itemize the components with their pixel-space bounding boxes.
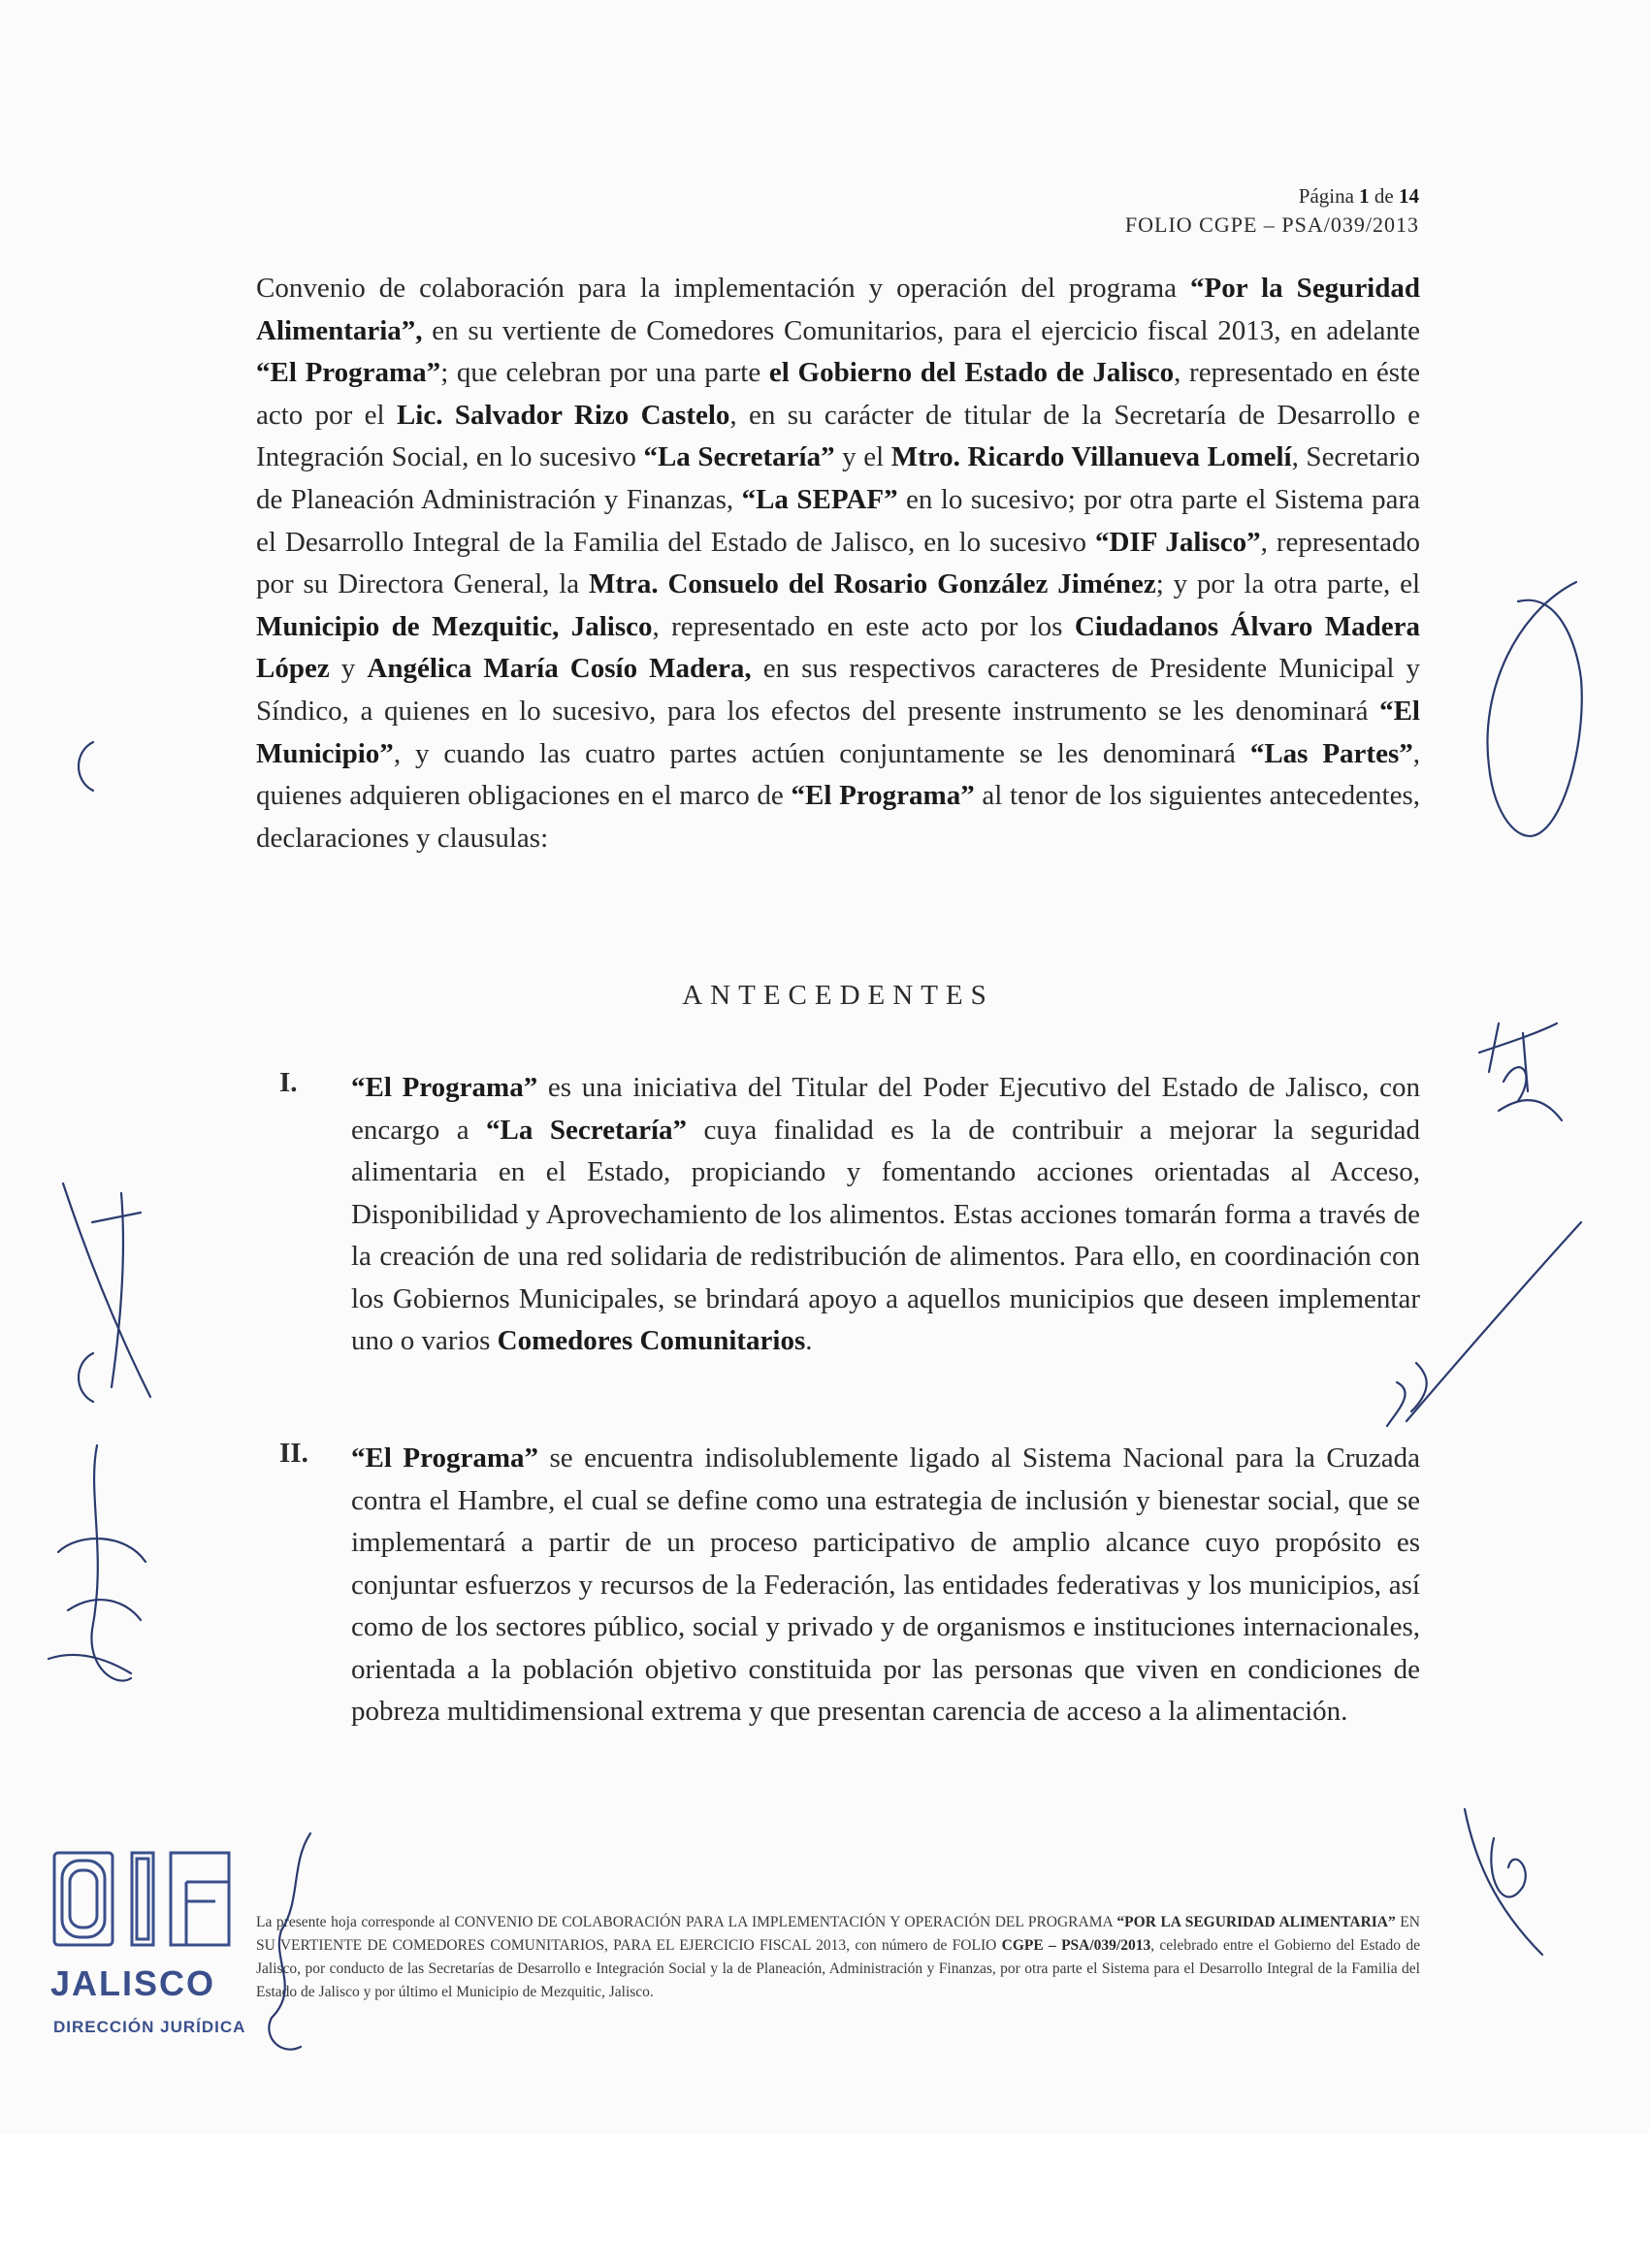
initials-right-2: [1455, 1799, 1562, 1964]
antecedent-item-1: [256, 1067, 1420, 1363]
initials-right-1: [1470, 1014, 1576, 1130]
punch-mark-bottom: [64, 1348, 103, 1407]
page-of: de: [1374, 184, 1394, 208]
page-prefix: Página: [1298, 184, 1354, 208]
intro-paragraph: Convenio de colaboración para la implementación y operación del programa “Por la Seguridad Alimentaria”, en su vertiente de Comedores Comunitarios, para el ejercicio fiscal 2013, en adelante “El Programa”; que celebran por una parte el Gobierno del Estado de Jalisco, representado en éste acto por el Lic. Salvador Rizo Castelo, en su carácter de titular de la Secretaría de Desarrollo e Integración Social, en lo sucesivo “La Secretaría” y el Mtro. Ricardo Villanueva Lomelí, Secretario de Planeación Administración y Finanzas, “La SEPAF” en lo sucesivo; por otra parte el Sistema para el Desarrollo Integral de la Familia del Estado de Jalisco, en lo sucesivo “DIF Jalisco”, representado por su Directora General, la Mtra. Consuelo del Rosario González Jiménez; y por la otra parte, el Municipio de Mezquitic, Jalisco, representado en este acto por los Ciudadanos Álvaro Madera López y Angélica María Cosío Madera, en sus respectivos caracteres de Presidente Municipal y Síndico, a quienes en lo sucesivo, para los efectos del presente instrumento se les denominará “El Municipio”, y cuando las cuatro partes actúen conjuntamente se les denominará “Las Partes”, quienes adquieren obligaciones en el marco de “El Programa” al tenor de los siguientes antecedentes, declaraciones y clausulas:: [256, 273, 1421, 854]
signature-right-1: [1460, 572, 1605, 863]
item-number: I.: [279, 1067, 298, 1098]
item-number: II.: [279, 1438, 308, 1469]
signature-right-2: [1358, 1217, 1591, 1431]
page-total: 14: [1399, 184, 1419, 208]
folio-number: FOLIO CGPE – PSA/039/2013: [1124, 212, 1419, 237]
signature-left-2: [39, 1436, 155, 1707]
page-number: 1: [1359, 184, 1370, 208]
page-counter: [1125, 181, 1419, 211]
section-title: ANTECEDENTES: [682, 980, 994, 1011]
item-text: “El Programa” es una iniciativa del Titular del Poder Ejecutivo del Estado de Jalisco, con encargo a “La Secretaría” cuya finalidad es la de contribuir a mejorar la seguridad alimentaria en el Estado, propiciando y fomentando acciones orientadas al Acceso, Disponibilidad y Aprovechamiento de los alimentos. Estas acciones tomarán forma a través de la creación de una red solidaria de redistribución de alimentos. Para ello, en coordinación con los Gobiernos Municipales, se brindará apoyo a aquellos municipios que deseen implementar uno o varios Comedores Comunitarios.: [351, 1072, 1420, 1356]
antecedent-item-2: [256, 1438, 1420, 1733]
stamp-line-direccion: DIRECCIÓN JURÍDICA: [53, 2018, 246, 2036]
item-text: “El Programa” se encuentra indisolublemente ligado al Sistema Nacional para la Cruzada contra el Hambre, el cual se define como una estrategia de inclusión y bienestar social, que se implementará a partir de un proceso participativo de amplio alcance cuyo propósito es conjuntar esfuerzos y recursos de la Federación, las entidades federativas y los municipios, así como de los sectores público, social y privado y de organismos e instituciones internacionales, orientada a la población objetivo constituida por las personas que viven en condiciones de pobreza multidimensional extrema y que presentan carencia de acceso a la alimentación.: [351, 1442, 1420, 1727]
footer-note: La presente hoja corresponde al CONVENIO DE COLABORACIÓN PARA LA IMPLEMENTACIÓN Y OPERACIÓN DEL PROGRAMA “POR LA SEGURIDAD ALIMENTARIA” EN SU VERTIENTE DE COMEDORES COMUNITARIOS, PARA EL EJERCICIO FISCAL 2013, con número de FOLIO CGPE – PSA/039/2013, celebrado entre el Gobierno del Estado de Jalisco, por conducto de las Secretarías de Desarrollo e Integración Social y la de Planeación, Administración y Finanzas, por otra parte el Sistema para el Desarrollo Integral de la Familia del Estado de Jalisco y por último el Municipio de Mezquitic, Jalisco.: [256, 1914, 1421, 2000]
initials-stamp-overlay: [242, 1824, 359, 2066]
page-header: [1125, 181, 1419, 240]
punch-mark-top: [64, 737, 103, 795]
stamp-line-jalisco: JALISCO: [50, 1963, 216, 2003]
